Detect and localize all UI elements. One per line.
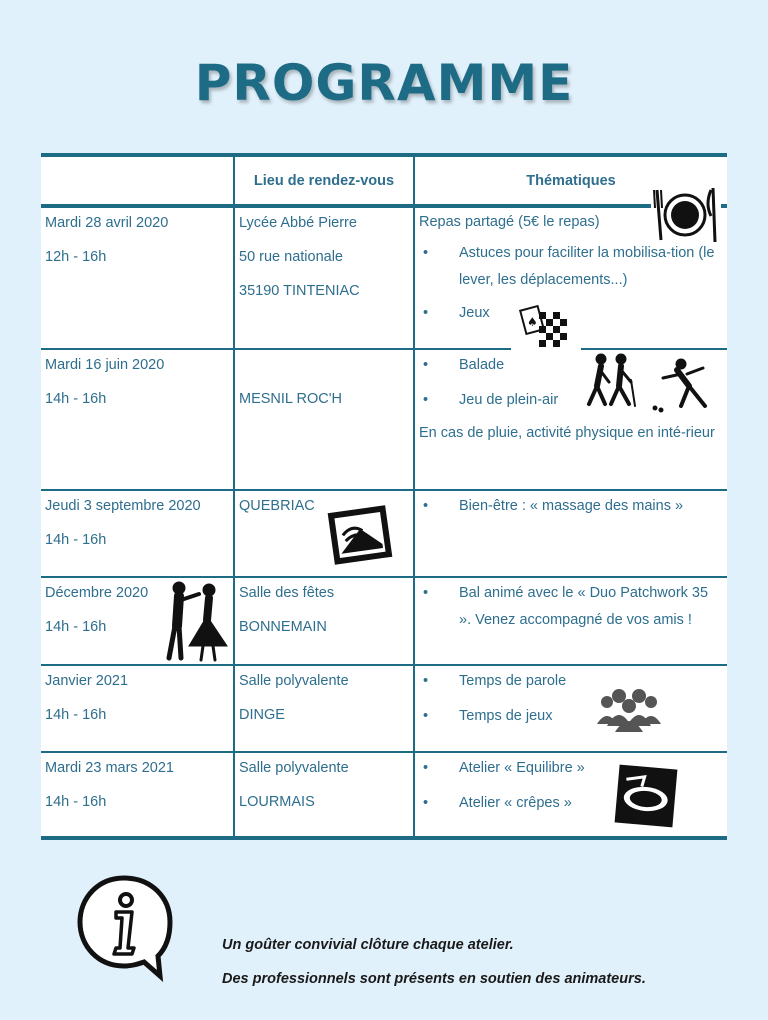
list-item — [419, 668, 723, 695]
lieu-line: MESNIL ROC'H — [239, 391, 342, 407]
bullet: • — [423, 357, 429, 373]
date-cell — [41, 665, 234, 752]
date-text: Janvier 2021 — [45, 673, 129, 689]
info-icon — [74, 872, 176, 984]
table-row — [41, 752, 727, 838]
bullet-text: Temps de parole — [459, 673, 567, 689]
bullet-text: Temps de jeux — [459, 708, 553, 724]
date-text: Mardi 28 avril 2020 — [45, 215, 169, 231]
lieu-line: LOURMAIS — [239, 794, 315, 810]
bullet-text: Balade — [459, 357, 505, 373]
list-item — [419, 703, 723, 730]
bullet-text: Bal animé avec le « Duo Patchwork 35 ». Venez accompagné de vos amis ! — [459, 585, 709, 628]
lieu-cell — [234, 490, 414, 577]
bullet: • — [423, 795, 429, 811]
theme-cell — [414, 752, 727, 838]
date-cell — [41, 577, 234, 665]
date-cell — [41, 349, 234, 490]
bullet: • — [423, 585, 429, 601]
crepe-icon — [613, 763, 679, 829]
svg-text:♠: ♠ — [527, 315, 538, 329]
massage-icon — [325, 503, 395, 567]
bullet-text: Atelier « Equilibre » — [459, 760, 585, 776]
lieu-line: DINGE — [239, 707, 285, 723]
date-text: Mardi 16 juin 2020 — [45, 357, 165, 373]
bullet: • — [423, 673, 429, 689]
boules-icon — [651, 358, 713, 416]
lieu-line: 50 rue nationale — [239, 249, 343, 265]
theme-cell — [414, 206, 727, 349]
theme-cell — [414, 577, 727, 665]
time-text: 14h - 16h — [45, 532, 107, 548]
date-text: Jeudi 3 septembre 2020 — [45, 498, 201, 514]
date-text: Décembre 2020 — [45, 585, 149, 601]
theme-cell — [414, 490, 727, 577]
bullet-text: Astuces pour faciliter la mobilisa-tion (le lever, les déplacements...) — [459, 245, 715, 288]
list-item — [419, 493, 723, 520]
list-item — [419, 240, 723, 294]
date-cell — [41, 752, 234, 838]
dance-icon — [159, 580, 233, 662]
time-text: 12h - 16h — [45, 249, 107, 265]
header-lieu: Lieu de rendez-vous — [234, 155, 414, 206]
footer-line-2: Des professionnels sont présents en soutien des animateurs. — [222, 971, 646, 987]
theme-note: En cas de pluie, activité physique en inté-rieur — [419, 425, 715, 441]
bullet: • — [423, 305, 429, 321]
lieu-line: 35190 TINTENIAC — [239, 283, 360, 299]
table-row — [41, 206, 727, 349]
bullet: • — [423, 245, 429, 261]
lieu-line: Salle polyvalente — [239, 673, 349, 689]
table-row — [41, 490, 727, 577]
lieu-line: Lycée Abbé Pierre — [239, 215, 357, 231]
footer-line-1: Un goûter convivial clôture chaque atelier. — [222, 937, 514, 953]
theme-intro: Repas partagé (5€ le repas) — [419, 214, 600, 230]
program-table — [41, 153, 727, 840]
lieu-cell — [234, 206, 414, 349]
lieu-cell — [234, 349, 414, 490]
date-cell — [41, 490, 234, 577]
lieu-line: Salle des fêtes — [239, 585, 335, 601]
list-item — [419, 580, 723, 634]
lieu-line: BONNEMAIN — [239, 619, 327, 635]
lieu-line: QUEBRIAC — [239, 498, 315, 514]
group-icon — [595, 686, 663, 732]
header-date — [41, 155, 234, 206]
table-row — [41, 349, 727, 490]
lieu-line: Salle polyvalente — [239, 760, 349, 776]
bullet-text: Jeu de plein-air — [459, 392, 559, 408]
time-text: 14h - 16h — [45, 619, 107, 635]
time-text: 14h - 16h — [45, 707, 107, 723]
bullet-text: Bien-être : « massage des mains » — [459, 498, 684, 514]
plate-icon — [651, 186, 721, 244]
date-text: Mardi 23 mars 2021 — [45, 760, 174, 776]
time-text: 14h - 16h — [45, 794, 107, 810]
lieu-cell — [234, 752, 414, 838]
lieu-cell — [234, 577, 414, 665]
page-title: PROGRAMME — [194, 54, 574, 112]
header-theme: Thématiques — [414, 155, 727, 206]
theme-cell — [414, 349, 727, 490]
footer-notes — [222, 928, 646, 996]
lieu-cell — [234, 665, 414, 752]
bullet: • — [423, 760, 429, 776]
table-row — [41, 577, 727, 665]
bullet: • — [423, 498, 429, 514]
time-text: 14h - 16h — [45, 391, 107, 407]
bullet-text: Jeux — [459, 305, 490, 321]
bullet: • — [423, 392, 429, 408]
theme-cell — [414, 665, 727, 752]
table-row — [41, 665, 727, 752]
walkers-icon — [583, 352, 639, 410]
bullet-text: Atelier « crêpes » — [459, 795, 572, 811]
date-cell — [41, 206, 234, 349]
table-header — [41, 155, 727, 206]
bullet: • — [423, 708, 429, 724]
